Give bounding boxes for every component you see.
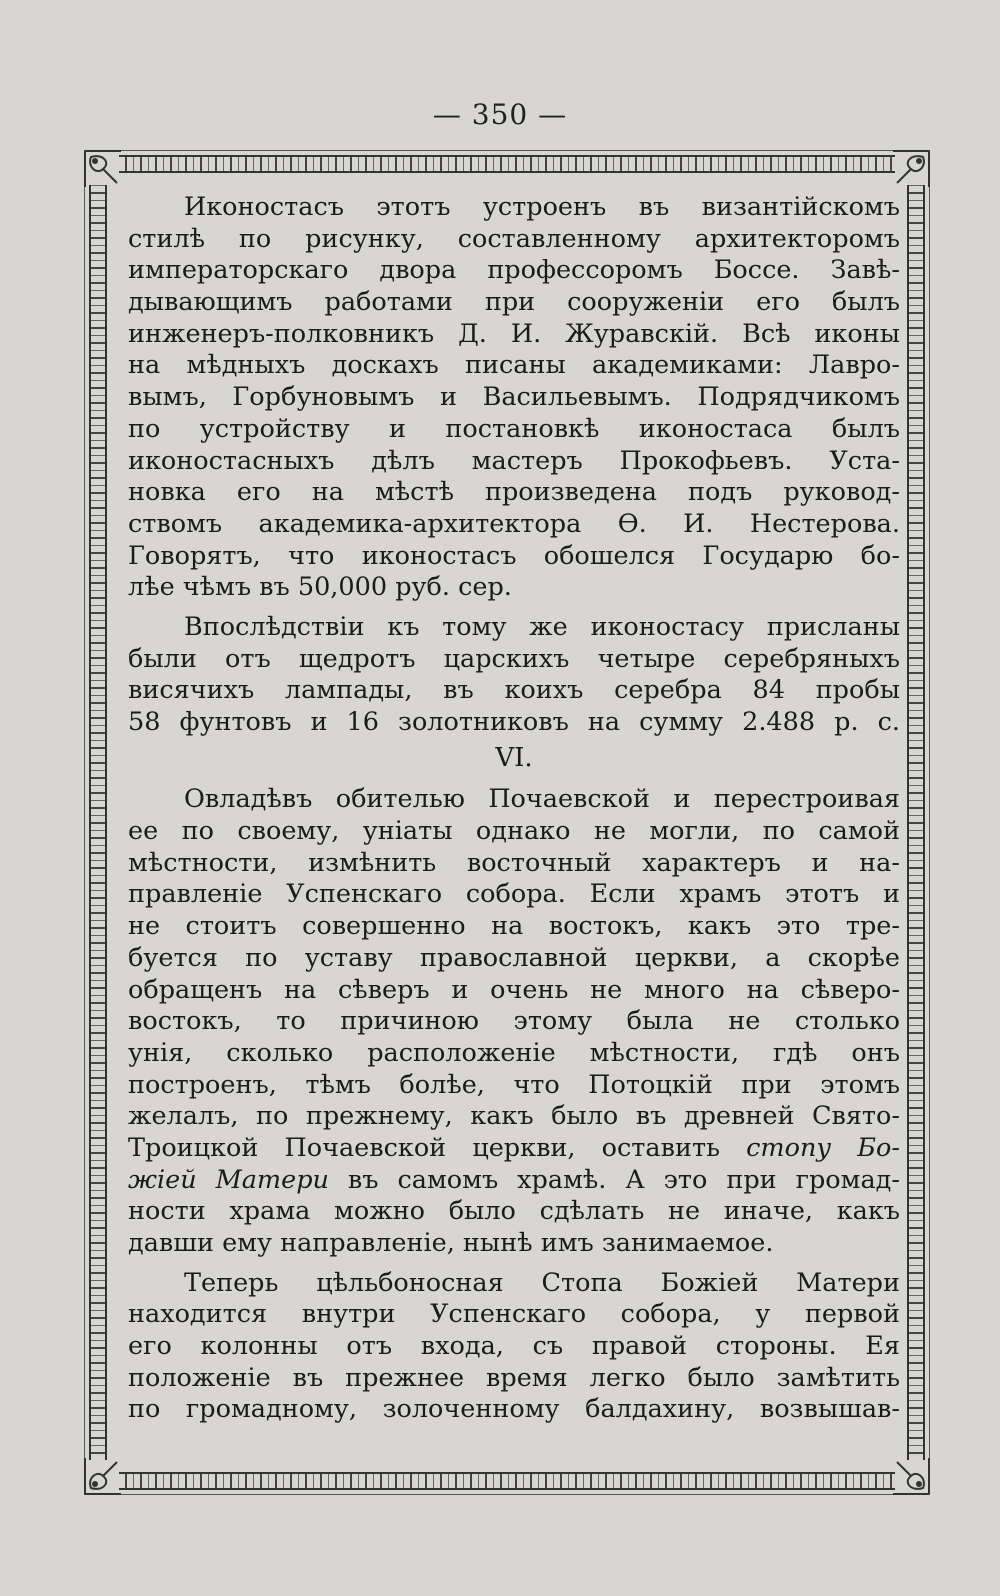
text-line: Теперь цѣльбоносная Стопа Божіей Матери: [184, 1267, 900, 1298]
text-line: построенъ, тѣмъ болѣе, что Потоцкій при этомъ: [128, 1069, 900, 1100]
text-line: императорскаго двора профессоромъ Боссе. Завѣ-: [128, 255, 900, 286]
text-line: по громадному, золоченному балдахину, возвышав-: [128, 1394, 900, 1425]
text-line: дывающимъ работами при сооруженіи его былъ: [128, 287, 900, 318]
text-line: висячихъ лампады, въ коихъ серебра 84 пробы: [128, 675, 900, 706]
frame-band-left: [89, 185, 107, 1460]
text-line: стилѣ по рисунку, составленному архитекторомъ: [128, 223, 900, 254]
text-span: Троицкой Почаевской церкви, оставить: [128, 1132, 720, 1163]
text-line: на мѣдныхъ доскахъ писаны академиками: Лавро-: [128, 350, 900, 381]
text-line: 58 фунтовъ и 16 золотниковъ на сумму 2.488 р. с.: [128, 707, 900, 737]
text-line: правленіе Успенскаго собора. Если храмъ этотъ и: [128, 879, 900, 910]
text-line: Иконостасъ этотъ устроенъ въ византійскомъ: [184, 192, 900, 222]
text-line: иконостасныхъ дѣлъ мастеръ Прокофьевъ. Уста-: [128, 445, 900, 476]
text-line: вымъ, Горбуновымъ и Васильевымъ. Подрядчикомъ: [128, 382, 900, 413]
section-heading: VI.: [495, 742, 533, 773]
text-line: [128, 1133, 900, 1165]
frame-band-top: [119, 155, 895, 173]
frame-band-bottom: [119, 1472, 895, 1490]
text-line: востокъ, то причиною этому была не столько: [128, 1006, 900, 1037]
text-line: положеніе въ прежнее время легко было замѣтить: [128, 1362, 900, 1393]
text-line: ствомъ академика-архитектора Ѳ. И. Нестерова.: [128, 508, 900, 539]
text-line: Овладѣвъ обителью Почаевской и перестроивая: [184, 784, 900, 815]
corner-ornament-icon: [891, 1456, 931, 1496]
text-line: Впослѣдствіи къ тому же иконостасу присланы: [184, 611, 900, 642]
text-line: буется по уставу православной церкви, а скорѣе: [128, 942, 900, 973]
corner-ornament-icon: [891, 149, 931, 189]
text-line: ее по своему, уніаты однако не могли, по самой: [128, 816, 900, 847]
text-line: не стоитъ совершенно на востокъ, какъ это тре-: [128, 911, 900, 942]
text-line: мѣстности, измѣнить восточный характеръ и на-: [128, 847, 900, 878]
text-line: давши ему направленіе, нынѣ имъ занимаемое.: [128, 1228, 774, 1258]
text-line: инженеръ-полковникъ Д. И. Журавскій. Всѣ иконы: [128, 318, 900, 349]
body-text: [128, 192, 900, 1426]
text-line: находится внутри Успенскаго собора, у первой: [128, 1299, 900, 1330]
frame-band-right: [907, 185, 925, 1460]
corner-ornament-icon: [83, 1456, 123, 1496]
text-line: новка его на мѣстѣ произведена подъ руковод-: [128, 477, 900, 508]
text-line: Говорятъ, что иконостасъ обошелся Государю бо-: [128, 540, 900, 571]
text-line: обращенъ на сѣверъ и очень не много на сѣверо-: [128, 974, 900, 1005]
text-line: ности храма можно было сдѣлать не иначе, какъ: [128, 1196, 900, 1227]
text-line: лѣе чѣмъ въ 50,000 руб. сер.: [128, 572, 512, 603]
text-line: по устройству и постановкѣ иконостаса былъ: [128, 413, 900, 444]
text-line: были отъ щедротъ царскихъ четыре серебряныхъ: [128, 643, 900, 674]
corner-ornament-icon: [83, 149, 123, 189]
text-line: [128, 1165, 900, 1197]
italic-phrase: стопу Бо-: [746, 1132, 901, 1163]
text-line: желалъ, по прежнему, какъ было въ древней Свято-: [128, 1101, 900, 1132]
text-line: унія, сколько расположеніе мѣстности, гдѣ онъ: [128, 1037, 900, 1068]
italic-phrase: жіей Матери: [128, 1164, 329, 1195]
page-number: — 350 —: [432, 98, 568, 131]
text-span: въ самомъ храмѣ. А это при громад-: [347, 1164, 900, 1195]
text-line: его колонны отъ входа, съ правой стороны. Ея: [128, 1331, 900, 1362]
